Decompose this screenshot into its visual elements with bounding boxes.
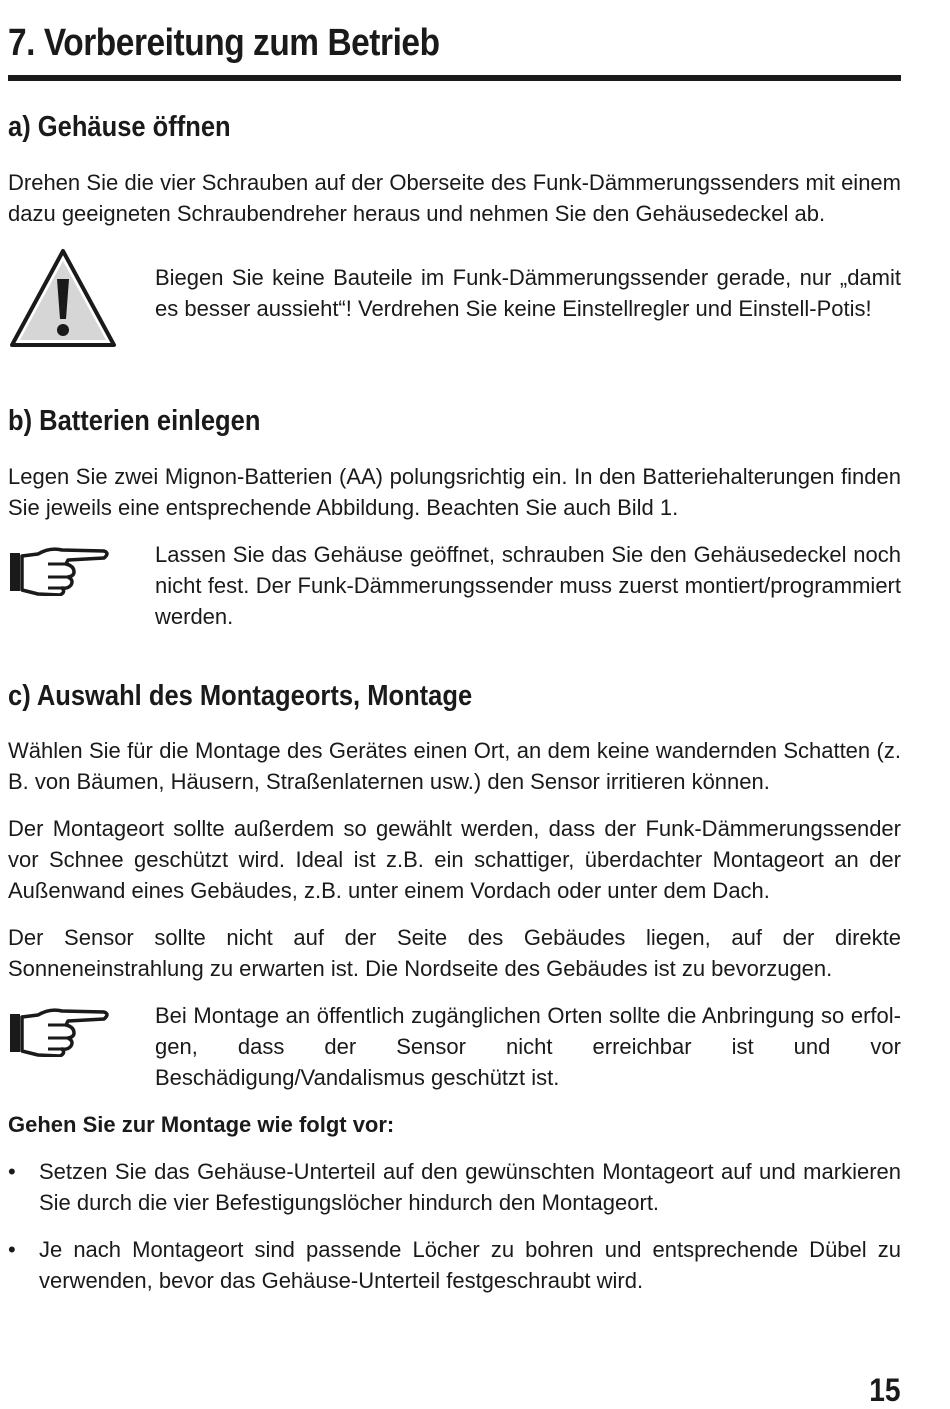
section-a-heading: a) Gehäuse öffnen [8,111,231,143]
pointing-hand-icon [8,544,112,596]
bullet-marker: • [8,1237,16,1262]
manual-page [8,0,901,1409]
title-rule [8,75,901,81]
step-item-2: Je nach Montageort sind passende Löcher zu bohren und entsprechende Dübel zu verwenden, bevor das Gehäuse-Unterteil festgeschraubt wird. [39,1237,901,1293]
page-number: 15 [869,1372,901,1408]
section-a-paragraph: Drehen Sie die vier Schrauben auf der Oberseite des Funk-Dämmerungssenders mit einem dazu geeigneten Schraubendreher heraus und nehmen Sie den Gehäusedeckel ab. [8,170,901,226]
section-b-heading: b) Batterien einlegen [8,405,261,437]
section-c-heading: c) Auswahl des Montageorts, Montage [8,680,473,712]
section-b-paragraph: Legen Sie zwei Mignon-Batterien (AA) polungsrichtig ein. In den Batteriehalterungen finden Sie jeweils eine entsprechende Abbildung. Beachten Sie auch Bild 1. [8,464,901,520]
warning-triangle-icon [8,247,118,349]
section-a-warning-text: Biegen Sie keine Bauteile im Funk-Dämmerungssender gerade, nur „damit es besser aussieht“! Verdrehen Sie keine Einstellregler und Einstell-Potis! [155,265,901,321]
step-item-1: Setzen Sie das Gehäuse-Unterteil auf den gewünschten Montageort auf und markieren Sie durch die vier Befestigungslöcher hindurch den Montageort. [39,1159,901,1215]
bullet-marker: • [8,1159,16,1184]
section-c-note-text: Bei Montage an öffentlich zugänglichen Orten sollte die Anbringung so erfolgen, dass der Sensor nicht erreichbar ist und vor Beschädigung/Vandalismus geschützt ist. [155,1003,901,1090]
pointing-hand-icon [8,1005,112,1057]
chapter-title: 7. Vorbereitung zum Betrieb [8,22,440,64]
section-b-note-text: Lassen Sie das Gehäuse geöffnet, schrauben Sie den Gehäusedeckel noch nicht fest. Der Funk-Dämmerungssender muss zuerst montiert/programmiert werden. [155,542,901,629]
steps-heading: Gehen Sie zur Montage wie folgt vor: [8,1112,395,1137]
section-c-paragraph-1: Wählen Sie für die Montage des Gerätes einen Ort, an dem keine wandernden Schatten (z. B. von Bäumen, Häusern, Straßenlaternen usw.) den Sensor irritieren können. [8,738,901,794]
section-c-paragraph-3: Der Sensor sollte nicht auf der Seite des Gebäudes liegen, auf der direkte Sonneneinstrahlung zu erwarten ist. Die Nordseite des Gebäudes ist zu bevorzugen. [8,925,901,981]
section-c-paragraph-2: Der Montageort sollte außerdem so gewählt werden, dass der Funk-Dämmerungssender vor Schnee geschützt wird. Ideal ist z.B. ein schattiger, überdachter Montageort an der Außenwand eines Gebäudes, z.B. unter einem Vordach oder unter dem Dach. [8,816,901,903]
